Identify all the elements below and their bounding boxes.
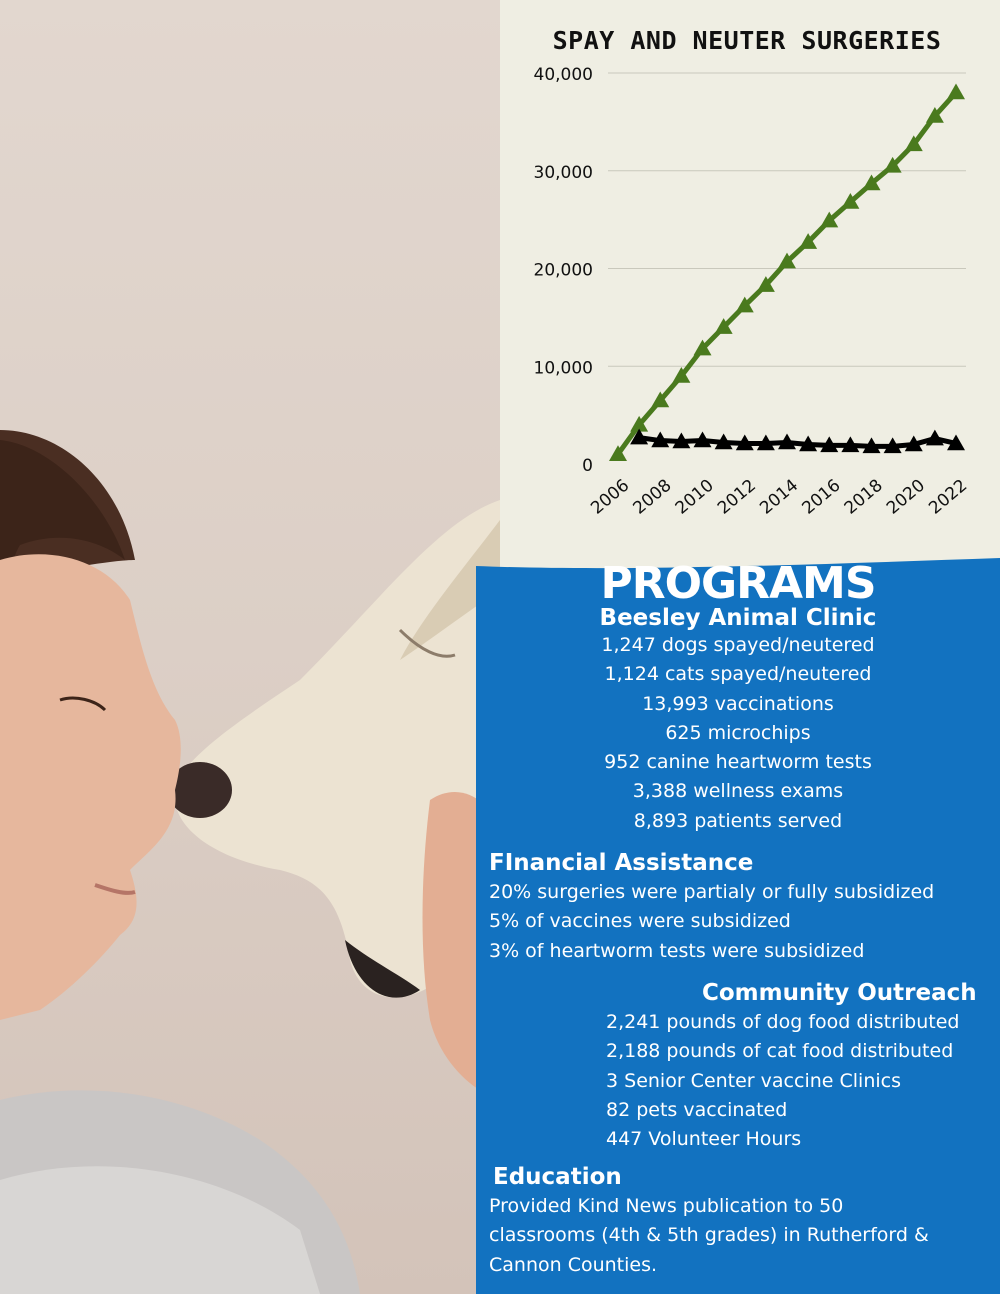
list-item: 952 canine heartworm tests: [604, 751, 872, 774]
x-tick-label: 2020: [882, 475, 929, 519]
list-item: 8,893 patients served: [633, 809, 843, 832]
list-item: 2,241 pounds of dog food distributed: [606, 1011, 960, 1033]
x-tick-label: 2008: [629, 475, 676, 519]
chart-panel: [500, 0, 1000, 575]
list-item: classrooms (4th & 5th grades) in Rutherford &: [489, 1224, 929, 1247]
x-tick-label: 2006: [587, 475, 634, 519]
data-point-marker: [926, 430, 944, 446]
y-tick-label: 40,000: [533, 65, 593, 85]
y-tick-label: 30,000: [533, 162, 593, 183]
education-heading: Education: [493, 1164, 622, 1190]
y-tick-label: 0: [582, 456, 593, 476]
programs-title: PROGRAMS: [600, 558, 876, 609]
list-item: Cannon Counties.: [489, 1253, 658, 1276]
programs-panel: [476, 558, 1000, 1294]
clinic-stats: [476, 631, 1000, 836]
list-item: 447 Volunteer Hours: [606, 1128, 802, 1151]
outreach-stats: [606, 1008, 959, 1154]
clinic-heading: Beesley Animal Clinic: [599, 605, 877, 631]
list-item: 13,993 vaccinations: [642, 692, 834, 715]
x-tick-label: 2022: [925, 475, 972, 519]
data-point-marker: [947, 84, 965, 100]
list-item: 2,188 pounds of cat food distributed: [606, 1040, 954, 1063]
list-item: 20% surgeries were partialy or fully subsidized: [489, 881, 935, 903]
line-chart: [500, 0, 1000, 575]
x-tick-label: 2018: [840, 475, 887, 519]
list-item: 625 microchips: [665, 721, 811, 744]
x-tick-label: 2014: [756, 475, 803, 519]
list-item: 3% of heartworm tests were subsidized: [489, 939, 865, 962]
x-tick-label: 2016: [798, 475, 845, 519]
list-item: Provided Kind News publication to 50: [489, 1195, 844, 1217]
education-text: [489, 1192, 929, 1280]
y-tick-label: 20,000: [533, 260, 593, 281]
y-tick-label: 10,000: [533, 358, 593, 379]
list-item: 82 pets vaccinated: [606, 1098, 788, 1121]
financial-heading: FInancial Assistance: [489, 850, 754, 876]
list-item: 3,388 wellness exams: [632, 780, 844, 803]
financial-stats: [489, 878, 934, 966]
list-item: 5% of vaccines were subsidized: [489, 910, 791, 933]
list-item: 1,247 dogs spayed/neutered: [601, 634, 875, 656]
x-tick-label: 2010: [671, 475, 718, 519]
list-item: 3 Senior Center vaccine Clinics: [606, 1069, 901, 1092]
chart-title: SPAY AND NEUTER SURGERIES: [552, 26, 942, 55]
list-item: 1,124 cats spayed/neutered: [604, 663, 872, 686]
series-line: [618, 93, 956, 455]
outreach-heading: Community Outreach: [702, 980, 977, 1006]
x-tick-label: 2012: [713, 475, 760, 519]
